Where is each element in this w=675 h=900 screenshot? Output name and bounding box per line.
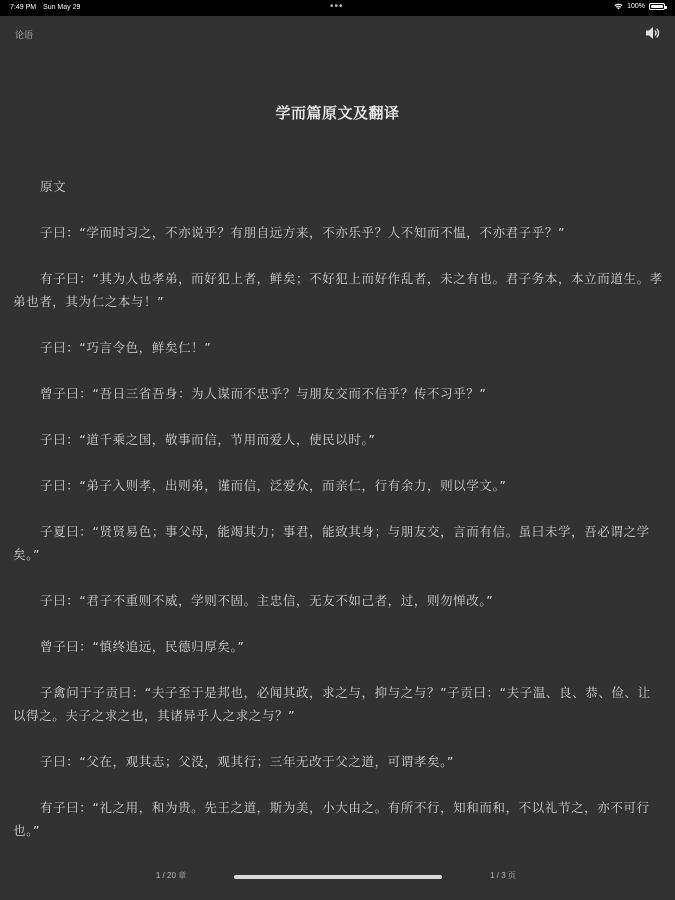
battery-fill	[651, 5, 663, 8]
chapter-content	[13, 175, 663, 865]
status-right	[614, 3, 665, 10]
paragraph: 子曰：“君子不重则不威，学则不固。主忠信，无友不如己者，过，则勿惮改。”	[40, 593, 494, 608]
status-left	[10, 4, 85, 11]
page-progress: 1 / 3 页	[490, 871, 516, 880]
paragraph: 曾子曰：“吾日三省吾身：为人谋而不忠乎？与朋友交而不信乎？传不习乎？”	[40, 386, 487, 401]
wifi-icon	[614, 3, 623, 10]
status-time: 7:49 PM	[10, 4, 37, 11]
paragraph: 子夏曰：“贤贤易色；事父母，能竭其力；事君，能致其身；与朋友交，言而有信。虽曰未学，吾必谓之学矣。”	[13, 524, 650, 562]
paragraph: 子曰：“学而时习之，不亦说乎？有朋自远方来，不亦乐乎？人不知而不愠，不亦君子乎？”	[40, 225, 566, 240]
multitasking-dots[interactable]: •••	[330, 1, 344, 12]
speaker-icon[interactable]	[645, 26, 661, 40]
paragraph: 子曰：“巧言令色，鲜矣仁！”	[40, 340, 212, 355]
battery-percent: 100%	[627, 3, 645, 10]
home-indicator[interactable]	[234, 875, 442, 879]
book-name: 论语	[15, 31, 34, 41]
paragraph: 子曰：“弟子入则孝，出则弟，谨而信，泛爱众，而亲仁，行有余力，则以学文。”	[40, 478, 507, 493]
paragraph: 原文	[40, 179, 67, 194]
paragraph: 子曰：“道千乘之国，敬事而信，节用而爱人，使民以时。”	[40, 432, 376, 447]
reader-page[interactable]	[0, 16, 675, 900]
paragraph: 曾子曰：“慎终追远，民德归厚矣。”	[40, 639, 245, 654]
chapter-progress: 1 / 20 章	[155, 871, 187, 880]
paragraph: 子禽问于子贡曰：“夫子至于是邦也，必闻其政，求之与，抑与之与？”子贡曰：“夫子温、良、恭、俭、让以得之。夫子之求之也，其诸异乎人之求之与？”	[13, 685, 651, 723]
chapter-title: 学而篇原文及翻译	[275, 104, 400, 122]
paragraph: 有子曰：“其为人也孝弟，而好犯上者，鲜矣；不好犯上而好作乱者，未之有也。君子务本，本立而道生。孝弟也者，其为仁之本与！”	[13, 271, 663, 309]
battery-icon	[649, 3, 665, 10]
status-bar	[0, 0, 675, 16]
paragraph: 子曰：“父在，观其志；父没，观其行；三年无改于父之道，可谓孝矣。”	[40, 754, 455, 769]
status-date: Sun May 29	[43, 4, 81, 11]
paragraph: 有子曰：“礼之用，和为贵。先王之道，斯为美，小大由之。有所不行，知和而和，不以礼节之，亦不可行也。”	[13, 800, 650, 838]
